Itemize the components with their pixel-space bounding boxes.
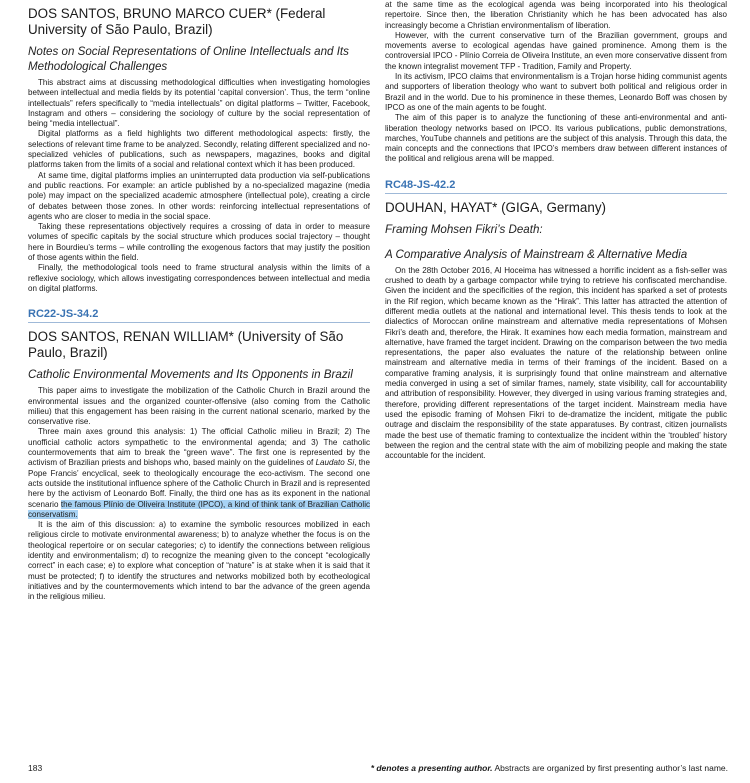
highlighted-text[interactable]: the famous Plínio de Oliveira Institute (IPCO), a kind of think tank of Brazilian Catholic conservatism. xyxy=(28,499,370,519)
abstract-douhan xyxy=(385,179,727,462)
presenter-heading xyxy=(385,200,727,216)
presenter-name: DOS SANTOS, RENAN WILLIAM* xyxy=(28,329,234,345)
page-number: 183 xyxy=(28,763,43,773)
abstract-paragraph: However, with the current conservative turn of the Brazilian government, groups and movements averse to ecological agendas have gained prominence. Among them is the controversial IPCO - Plínio Correia de Oliveira Institute, an even more conservative dissent from the known integralist movement TFP - Tradition, Family and Property. xyxy=(385,30,727,71)
abstract-dos-santos-bruno xyxy=(28,6,370,294)
abstract-paragraph: It is the aim of this discussion: a) to examine the symbolic resources mobilized in each religious circle to motivate environmental awareness; b) to analyze whether the focus is on the theological repertoire or on secular categories; c) to identify the connections between religious identity and environmentalism; d) to recognize the meaning given to the concept “ecologically correct” in each case; e) to explore what conception of “nature” is at stake when it is said that it must be protected; f) to identify the structures and networks mobilized both by ecotheological initiatives and by the countermovements which intend to bar the advance of the green agenda in the religious milieu. xyxy=(28,520,370,602)
abstract-paragraph: On the 28th October 2016, Al Hoceima has witnessed a horrific incident as a fish-seller was crushed to death by a garbage compactor while trying to retrieve his confiscated merchandise. Given the incident and the specificities of the region, this incident has sparked a set of protests in the Rif region, which became known as the “Hirak”. This latter has attracted the attention of different media outlets at the national and international level. This thesis tends to look at the dialectics of Moroccan online mainstream and alternative media representations of Mohsen Fikri’s death and, therefore, the Hirak. It examines how each media formation, mainstream and alternative, have framed the target incident. Drawing on the comparison between the two media representations, the paper also evaluates the nature of the relationship between online mainstream and alternative media in terms of their framings of the incident. Based on a comparative framing analysis, it is surprisingly found that online mainstream and alternative media converged in using a set of similar frames, namely, state visibility, call for accountability and attribution of responsibility. However, they diverged in using various framing strategies and, therefore, providing different representations of the target incident. Mainstream media have used the episodic framing of Mohsen Fikri to de-dramatize the incident, mitigate the public outrage and disclaim the responsibility of the state apparatuses. By contrast, citizen journalists made the best use of thematic framing to contextualize the incident within the ‘troubled’ history between the region and the central state with the aim of mobilizing people and making the state accountable for the incident. xyxy=(385,265,727,461)
right-column xyxy=(385,0,727,461)
abstract-paragraph: Finally, the methodological tools need to frame structural analysis within the limits of a reflexive sociology, which allows investigating correspondences between intellectual and media on digital platforms. xyxy=(28,263,370,293)
presenting-author-note: * denotes a presenting author. xyxy=(370,763,493,773)
presenter-name: DOUHAN, HAYAT* xyxy=(385,199,498,215)
ordering-note: Abstracts are organized by first presenting author’s last name. xyxy=(492,763,728,773)
text-run: , the Pope Francis’ encyclical, seek to theologically encourage the eco-activism. The second one acts outside the institutional influence sphere of the Catholic Church in Brazil and is represented here by the activism of Leonardo Boff. Finally, the third one has as its exponent in the national scenario xyxy=(28,458,370,509)
abstract-paragraph: This paper aims to investigate the mobilization of the Catholic Church in Brazil around the environmental issues and the organized counter-offensive (also coming from the Catholic milieu) that this engagement has been raising in the current national scenario, marked by the conservative rise. xyxy=(28,386,370,427)
abstract-paragraph: The aim of this paper is to analyze the functioning of these anti-environmental and anti-liberation theology networks based on IPCO. Its various publications, public demonstrations, marches, YouTube channels and petitions are the subject of this analysis. Through this data, the main concepts and the connections that IPCO’s members draw between different instances of the political and religious arena will be mapped. xyxy=(385,113,727,164)
footer-note xyxy=(371,763,728,773)
text-run: Three main axes ground this analysis: 1) The official Catholic milieu in Brazil; 2) The unofficial catholic actors sympathetic to the environmental agenda; and 3) The catholic countermovements that aim to break the “green wave”. The first one is represented by the activism of Brazilian priests and bishops who, based mainly on the guidelines of xyxy=(28,427,370,468)
session-code: RC48-JS-42.2 xyxy=(385,179,727,194)
presenter-name: DOS SANTOS, BRUNO MARCO CUER* xyxy=(28,6,272,21)
abstract-title: Framing Mohsen Fikri’s Death: xyxy=(385,222,543,236)
presenter-heading xyxy=(28,6,370,38)
presenter-affiliation: (University of São Paulo, Brazil) xyxy=(28,329,344,361)
abstract-paragraph: This abstract aims at discussing methodological difficulties when investigating homologies between intellectual and media fields by its potential ‘capital conversion’. Thus, the term “online intellectuals” refers specifically to “media intellectuals” on digital platforms – Twitter, Facebook, Instagram and others – considering the sociology of culture by the social representation of being “media intellectual”. xyxy=(28,78,370,129)
abstract-paragraph xyxy=(28,427,370,520)
abstract-paragraph: Digital platforms as a field highlights two different methodological aspects: firstly, the selections of relevant time frame to be analyzed. Secondly, relating different specialized and no-specialized vehicles of publications, such as newspapers, magazines, books and digital platforms taken from the limits of a social and relational context which it has been produced. xyxy=(28,129,370,170)
abstract-subtitle: A Comparative Analysis of Mainstream & Alternative Media xyxy=(385,247,688,261)
presenter-affiliation: (GIGA, Germany) xyxy=(497,199,606,215)
abstract-paragraph: At same time, digital platforms implies an uninterrupted data production via self-publications and public reactions. For example: an article published by a no-specialized magazine (media pole) may impact on the specialized academic atmosphere (intellectual pole), creating a circle of debates between those zones. In other words: reinforcing intellectual representations of agents who are closer to media in the social space. xyxy=(28,170,370,221)
abstract-paragraph: Taking these representations objectively requires a crossing of data in order to measure volumes of specific capitals by the social structure which produces social trajectory – thought here in Bourdieu’s terms – while controlling the exogenous factors that may justify the position of those agents within the field. xyxy=(28,222,370,263)
encyclical-title: Laudato Si xyxy=(315,458,355,468)
presenter-heading xyxy=(28,329,370,361)
abstract-dos-santos-renan xyxy=(28,308,370,602)
continued-paragraph: at the same time as the ecological agenda was being incorporated into his theological repertoire. Since then, the liberation Christianity which he has been advocated has also increasingly become a Christian environmentalism of liberation. xyxy=(385,0,727,30)
presenter-affiliation: (Federal University of São Paulo, Brazil) xyxy=(28,6,326,37)
abstract-title: Notes on Social Representations of Online Intellectuals and Its Methodological Challenges xyxy=(28,45,349,73)
session-code: RC22-JS-34.2 xyxy=(28,308,370,323)
abstract-paragraph: In its activism, IPCO claims that environmentalism is a Trojan horse hiding communist agents and supporters of liberation theology who want to subvert both political and religious order in Brazil and in the world. Due to his prominence in these themes, Leonardo Boff was chosen by IPCO as one of the main agents to be fought. xyxy=(385,72,727,112)
abstract-title: Catholic Environmental Movements and Its Opponents in Brazil xyxy=(28,368,353,382)
left-column xyxy=(28,0,370,602)
